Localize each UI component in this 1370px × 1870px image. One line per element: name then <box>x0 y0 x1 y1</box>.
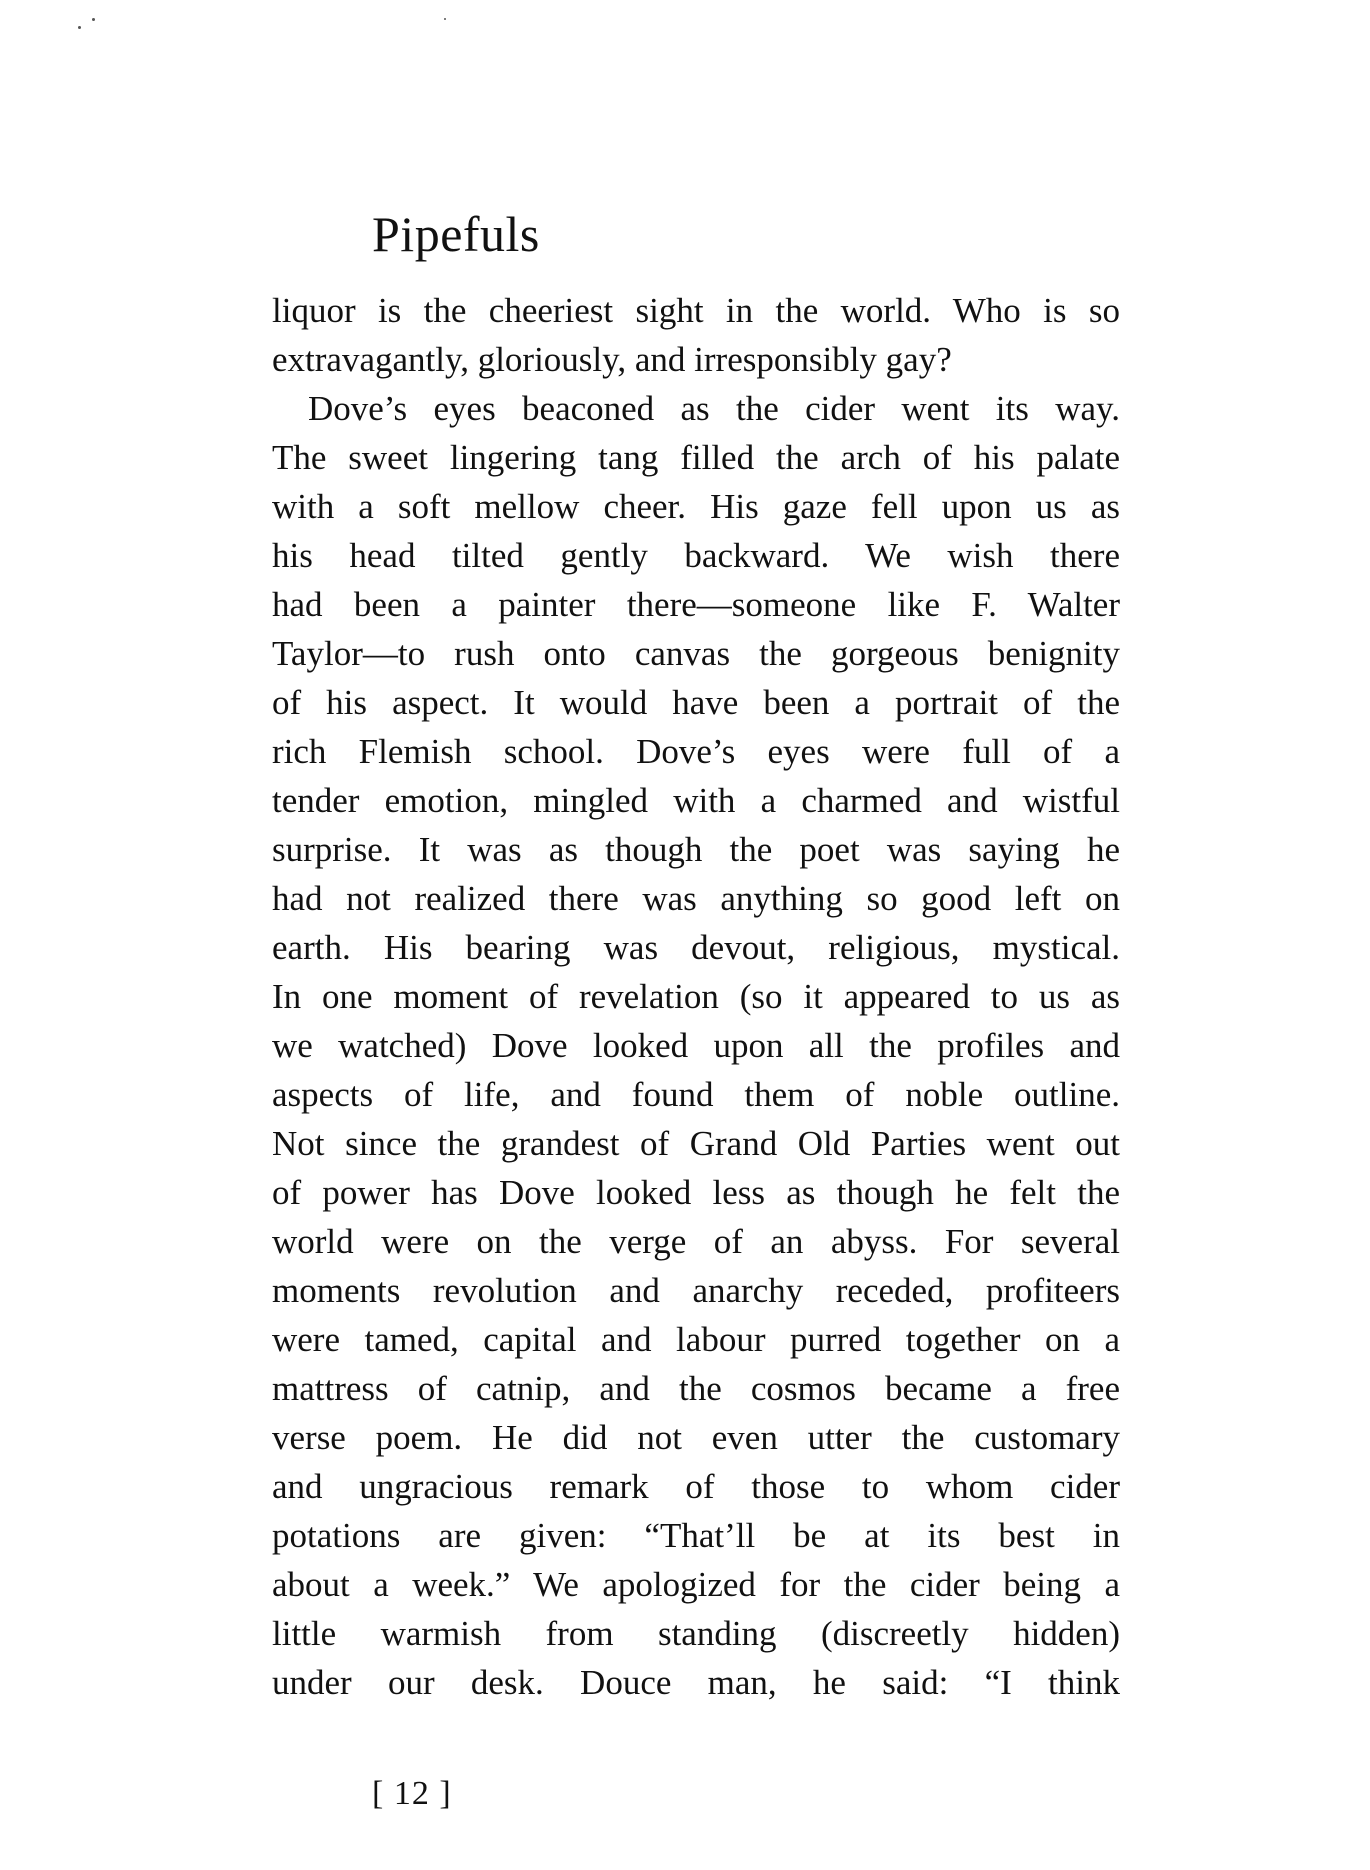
text-line: his head tilted gently backward. We wish there <box>272 536 1120 575</box>
text-line: world were on the verge of an abyss. For several <box>272 1222 1120 1261</box>
text-line: about a week.” We apologized for the cider being a <box>272 1565 1120 1604</box>
text-line: verse poem. He did not even utter the customary <box>272 1418 1120 1457</box>
text-line: of his aspect. It would have been a portrait of the <box>272 683 1120 722</box>
text-line: tender emotion, mingled with a charmed and wistful <box>272 781 1120 820</box>
text-line: we watched) Dove looked upon all the profiles and <box>272 1026 1120 1065</box>
text-line: liquor is the cheeriest sight in the world. Who is so <box>272 291 1120 330</box>
scan-speck <box>444 18 446 20</box>
text-line: In one moment of revelation (so it appeared to us as <box>272 977 1120 1016</box>
text-line: and ungracious remark of those to whom cider <box>272 1467 1120 1506</box>
text-line: had not realized there was anything so good left on <box>272 879 1120 918</box>
text-line: aspects of life, and found them of noble outline. <box>272 1075 1120 1114</box>
text-line: moments revolution and anarchy receded, profiteers <box>272 1271 1120 1310</box>
text-line: potations are given: “That’ll be at its best in <box>272 1516 1120 1555</box>
text-line: Not since the grandest of Grand Old Parties went out <box>272 1124 1120 1163</box>
scan-speck <box>78 26 81 29</box>
text-line: mattress of catnip, and the cosmos became a free <box>272 1369 1120 1408</box>
text-line: surprise. It was as though the poet was saying he <box>272 830 1120 869</box>
text-line: Taylor—to rush onto canvas the gorgeous benignity <box>272 634 1120 673</box>
text-line: were tamed, capital and labour purred together on a <box>272 1320 1120 1359</box>
text-line: little warmish from standing (discreetly hidden) <box>272 1614 1120 1653</box>
text-line: had been a painter there—someone like F. Walter <box>272 585 1120 624</box>
text-line: extravagantly, gloriously, and irresponsibly gay? <box>272 340 952 379</box>
body-text <box>272 286 1120 1707</box>
text-line: earth. His bearing was devout, religious, mystical. <box>272 928 1120 967</box>
page-number: [ 12 ] <box>372 1775 452 1812</box>
text-line: under our desk. Douce man, he said: “I think <box>272 1663 1120 1702</box>
text-line: rich Flemish school. Dove’s eyes were full of a <box>272 732 1120 771</box>
text-line: Dove’s eyes beaconed as the cider went its way. <box>308 389 1120 428</box>
text-line: The sweet lingering tang filled the arch of his palate <box>272 438 1120 477</box>
running-head: Pipefuls <box>372 206 540 262</box>
text-line: with a soft mellow cheer. His gaze fell upon us as <box>272 487 1120 526</box>
text-line: of power has Dove looked less as though he felt the <box>272 1173 1120 1212</box>
scan-speck <box>92 18 95 21</box>
